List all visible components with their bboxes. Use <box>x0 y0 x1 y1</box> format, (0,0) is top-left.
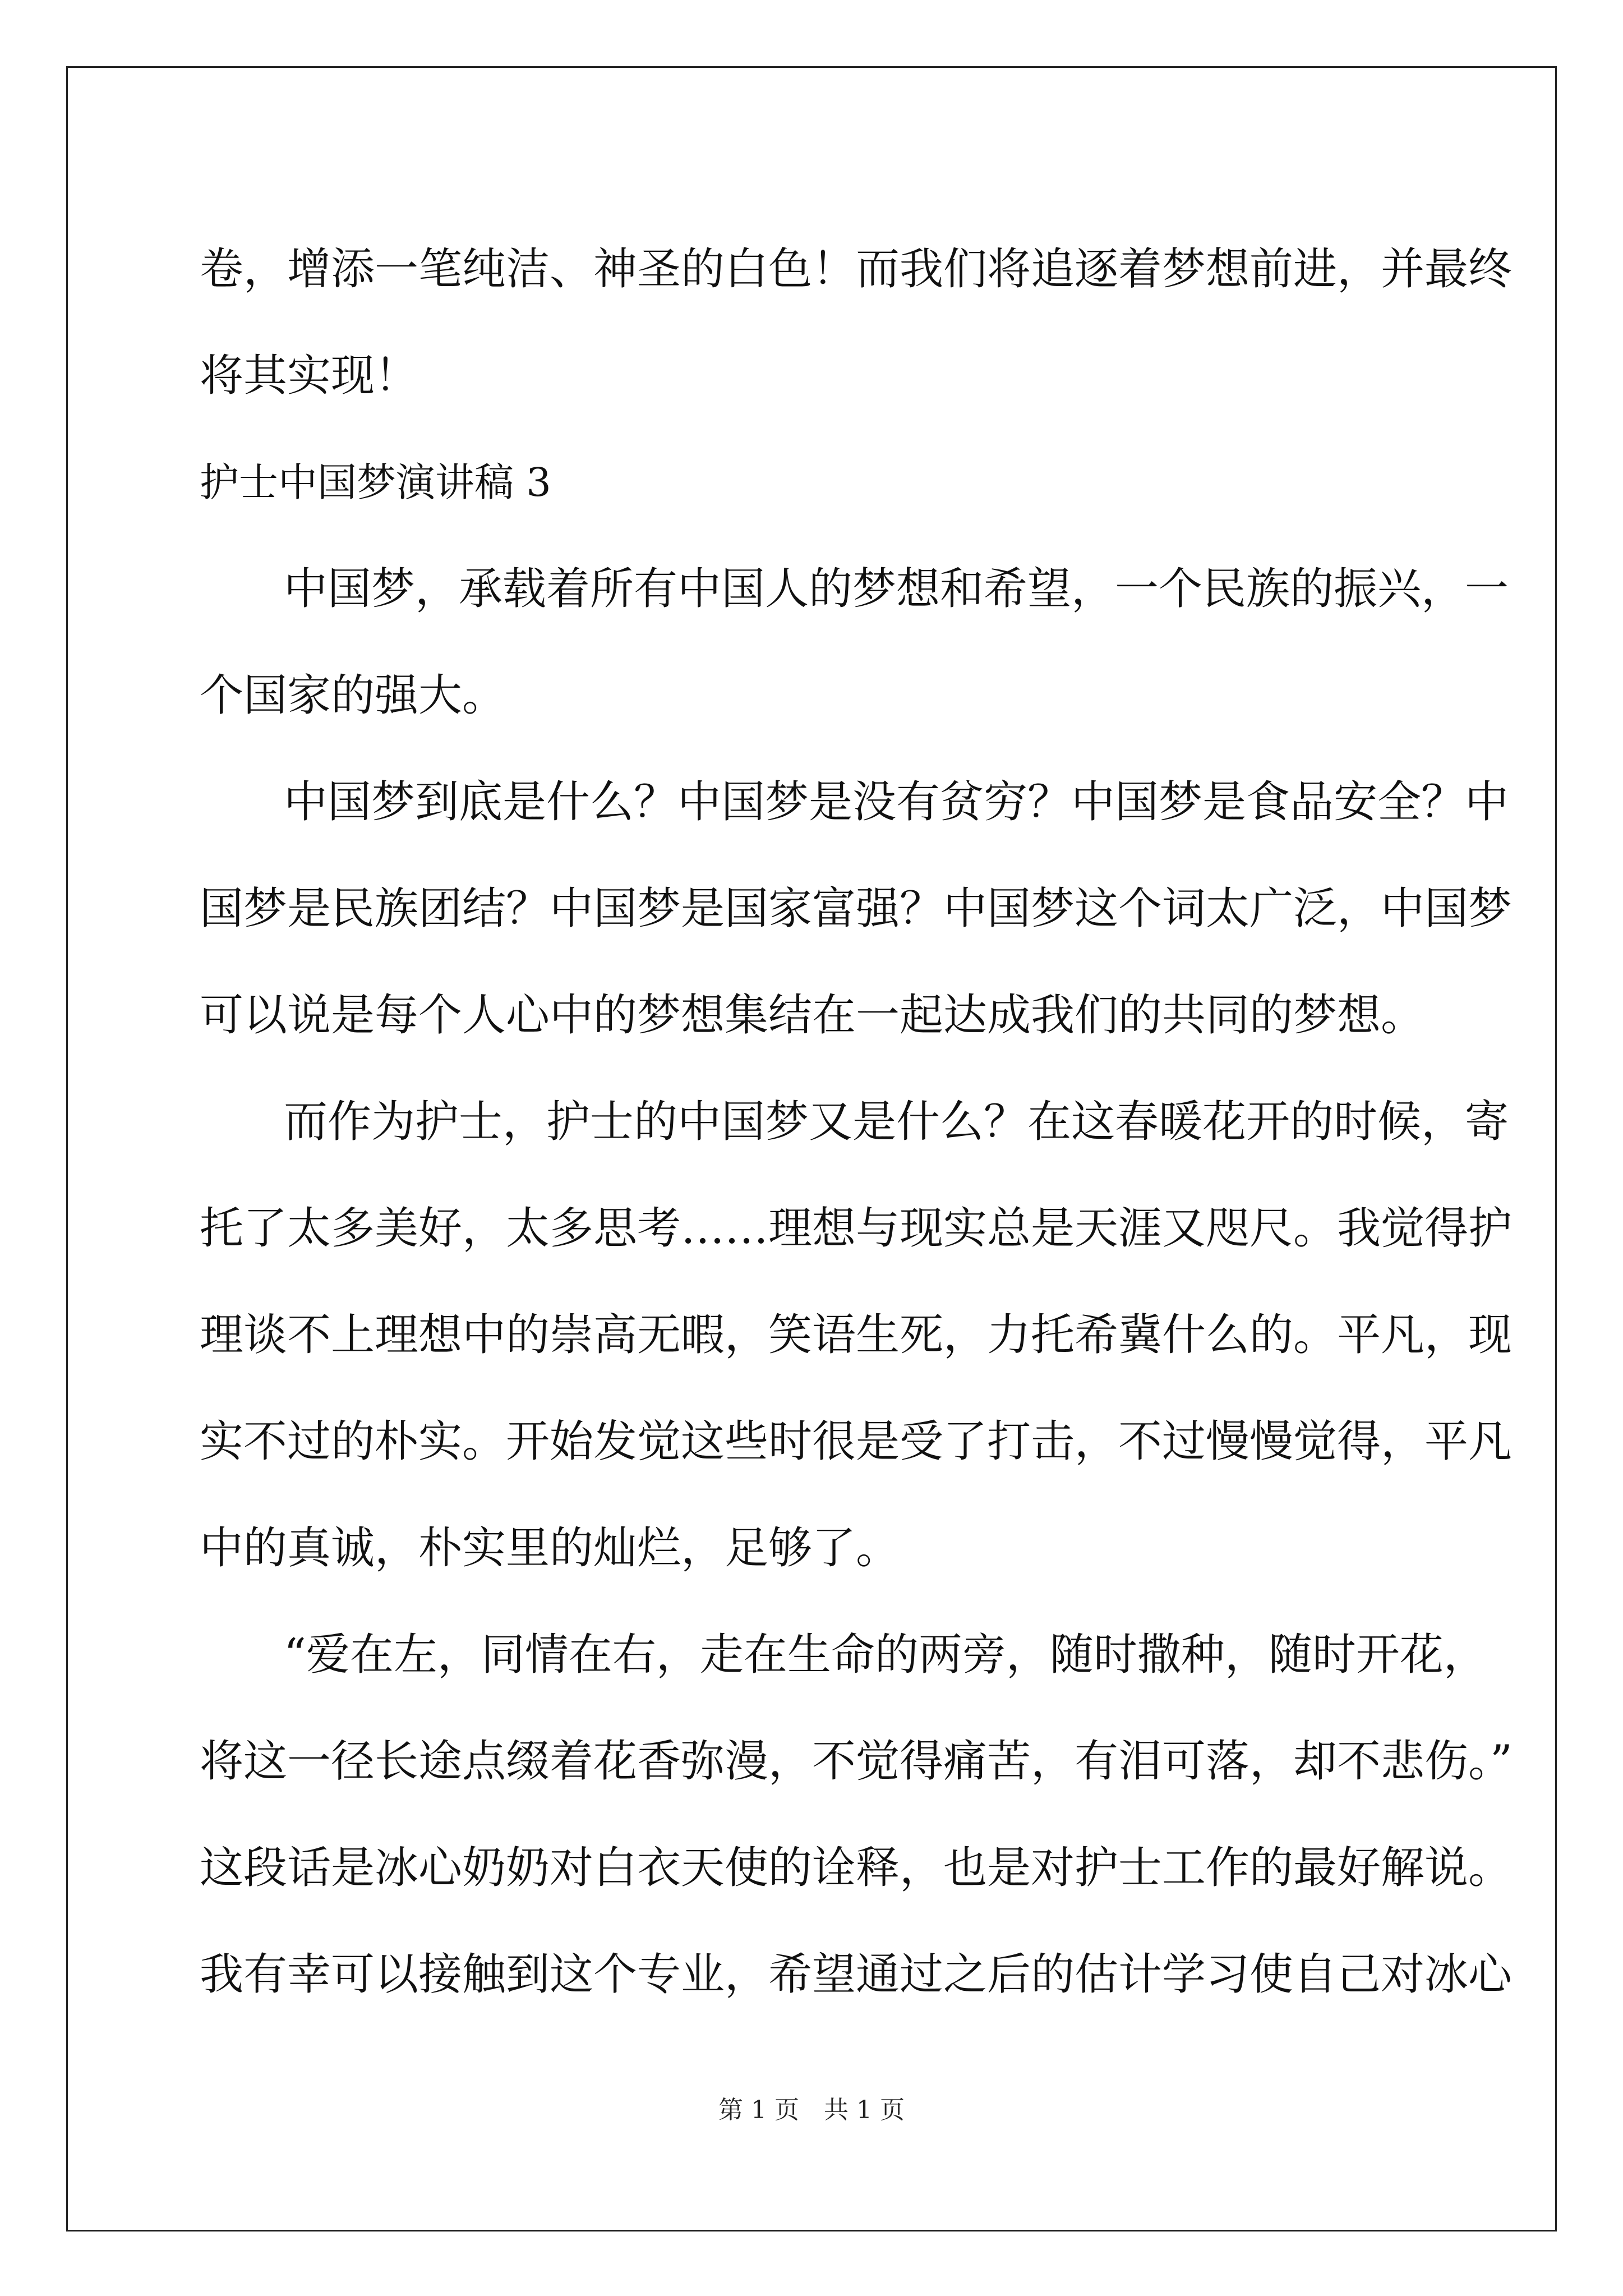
text-line: 这段话是冰心奶奶对白衣天使的诠释，也是对护士工作的最好解说。 <box>200 1843 1513 1893</box>
text-line: 理谈不上理想中的崇高无暇，笑语生死，力托希冀什么的。平凡，现 <box>200 1310 1513 1360</box>
text-line: 可以说是每个人心中的梦想集结在一起达成我们的共同的梦想。 <box>200 990 1425 1041</box>
text-line: 实不过的朴实。开始发觉这些时很是受了打击，不过慢慢觉得，平凡 <box>200 1416 1513 1467</box>
text-line: 卷，增添一笔纯洁、神圣的白色！而我们将追逐着梦想前进，并最终 <box>200 244 1513 295</box>
paragraph-first-line: 而作为护士，护士的中国梦又是什么？在这春暖花开的时候，寄 <box>284 1097 1509 1147</box>
page-number-footer: 第 1 页 共 1 页 <box>718 2096 905 2124</box>
paragraph-first-line: 中国梦，承载着所有中国人的梦想和希望，一个民族的振兴，一 <box>284 564 1509 614</box>
document-body <box>200 216 1513 2028</box>
text-line: 中的真诚，朴实里的灿烂，足够了。 <box>200 1523 900 1573</box>
text-line: 个国家的强大。 <box>200 670 506 721</box>
text-line: 托了太多美好，太多思考……理想与现实总是天涯又咫尺。我觉得护 <box>200 1203 1513 1254</box>
text-line: 将其实现！ <box>200 351 419 401</box>
text-line: 我有幸可以接触到这个专业，希望通过之后的估计学习使自己对冰心 <box>200 1949 1513 2000</box>
paragraph-first-line: “爱在左，同情在右，走在生命的两旁，随时撒种，随时开花， <box>284 1630 1487 1680</box>
text-line: 国梦是民族团结？中国梦是国家富强？中国梦这个词太广泛，中国梦 <box>200 884 1513 934</box>
paragraph-first-line: 中国梦到底是什么？中国梦是没有贫穷？中国梦是食品安全？中 <box>284 777 1509 827</box>
section-heading: 护士中国梦演讲稿 3 <box>200 459 551 505</box>
text-line: 将这一径长途点缀着花香弥漫，不觉得痛苦，有泪可落，却不悲伤。” <box>200 1736 1513 1787</box>
